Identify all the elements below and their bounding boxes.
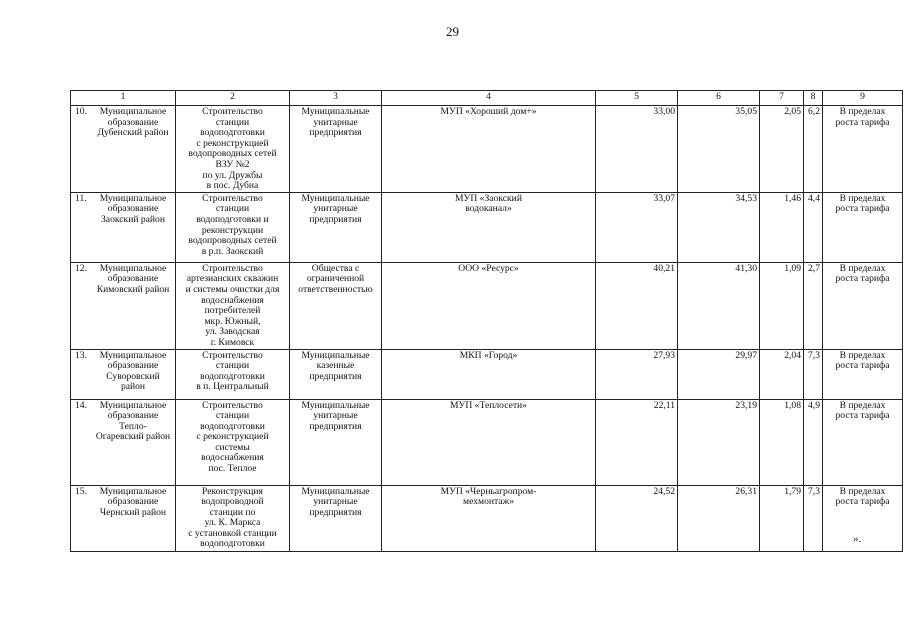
cell-value: В пределах роста тарифа [835,106,890,128]
table-cell-col9 [823,192,903,262]
cell-value: 2,05 [784,106,801,117]
cell-value: Муниципальные казенные предприятия [301,349,370,382]
table-cell-col6 [678,485,760,551]
cell-value: Строительство станции водоподготовки в п. Центральный [196,349,269,393]
table-cell-col9 [823,485,903,551]
cell-value: 41,30 [735,262,757,274]
municipality-name: Муниципальное образование Тепло- Огаревский район [95,399,171,443]
cell-value: 7,3 [808,485,820,497]
cell-value: Муниципальные унитарные предприятия [301,106,370,139]
cell-value: 1,09 [784,262,801,274]
page-number: 29 [446,24,459,39]
row-number: 12. [75,262,87,274]
tariff-table [70,90,903,552]
table-cell-col9 [823,349,903,399]
table-cell-org-type [290,485,382,551]
cell-value: 29,97 [735,349,757,361]
table-cell-municipality [71,349,176,399]
table-cell-col8 [804,485,823,551]
cell-value: 2,04 [784,349,801,361]
table-row [71,399,903,485]
table-cell-municipality [71,485,176,551]
table-cell-col6 [678,192,760,262]
cell-value: МУП «Черньагропром- мехмонтаж» [440,485,537,508]
table-cell-municipality [71,262,176,349]
municipality-name: Муниципальное образование Чернский район [99,485,167,518]
row-number: 14. [75,399,87,411]
cell-value: 33,07 [653,192,675,204]
cell-value: 35,05 [735,106,757,117]
cell-value: 26,31 [735,485,757,497]
table-cell-col8 [804,349,823,399]
table-cell-municipality [71,106,176,193]
municipality-name: Муниципальное образование Дубенский район [97,106,169,139]
table-cell-col7 [760,485,804,551]
table-header-row [71,91,903,106]
table-cell-project [176,106,290,193]
header-cell: 1 [71,91,176,106]
table-row [71,192,903,262]
cell-value: 4,4 [808,192,820,204]
cell-value: Строительство станции водоподготовки с реконструкцией водопроводных сетей ВЗУ №2 по ул. Дружбы в пос. Дубна [188,106,277,192]
table-cell-operator [382,192,596,262]
municipality-name: Муниципальное образование Суворовский район [99,349,167,393]
header-cell: 9 [823,91,903,106]
cell-value: 22,11 [653,399,675,411]
table-cell-municipality [71,192,176,262]
cell-value: 27,93 [653,349,675,361]
row-number: 11. [75,192,87,204]
table-cell-project [176,192,290,262]
table-cell-operator [382,106,596,193]
table-cell-org-type [290,262,382,349]
cell-value: В пределах роста тарифа [835,262,890,285]
cell-value: 1,08 [784,399,801,411]
table-cell-municipality [71,399,176,485]
table-cell-project [176,399,290,485]
table-cell-col7 [760,192,804,262]
cell-value: 6,2 [808,106,820,117]
cell-value: В пределах роста тарифа [835,485,890,508]
table-cell-operator [382,349,596,399]
header-cell: 5 [596,91,678,106]
table-cell-col8 [804,399,823,485]
table-cell-col9 [823,106,903,193]
cell-value: МКП «Город» [459,349,518,361]
table-cell-org-type [290,192,382,262]
header-cell: 6 [678,91,760,106]
table-cell-project [176,262,290,349]
cell-value: В пределах роста тарифа [835,349,890,372]
row-number: 13. [75,349,87,361]
row-number: 15. [75,485,87,497]
table-cell-project [176,349,290,399]
row-number: 10. [75,106,87,117]
header-cell: 4 [382,91,596,106]
municipality-name: Муниципальное образование Заокский район [99,192,167,225]
cell-value: Строительство станции водоподготовки и реконструкции водопроводных сетей в р.п. Заокский [188,192,277,257]
header-cell: 8 [804,91,823,106]
closing-quote-mark: ». [853,533,862,545]
table-cell-col8 [804,106,823,193]
table-cell-col9 [823,399,903,485]
cell-value: Строительство артезианских скважин и системы очистки для водоснабжения потребителей мкр. Южный, ул. Заводская г. Кимовск [185,262,280,348]
cell-value: 23,19 [735,399,757,411]
table-cell-col8 [804,262,823,349]
table-cell-org-type [290,349,382,399]
table-cell-col6 [678,349,760,399]
table-cell-col6 [678,262,760,349]
table-cell-col5 [596,485,678,551]
table-row [71,262,903,349]
cell-value: В пределах роста тарифа [835,399,890,422]
table-cell-col7 [760,399,804,485]
cell-value: 1,46 [784,192,801,204]
cell-value: 40,21 [653,262,675,274]
table-cell-operator [382,399,596,485]
cell-value: 24,52 [653,485,675,497]
cell-value: 33,00 [653,106,675,117]
table-cell-col5 [596,349,678,399]
cell-value: МУП «Хороший дом+» [440,106,537,117]
table-cell-col9 [823,262,903,349]
cell-value: 4,9 [808,399,820,411]
table-cell-col5 [596,262,678,349]
header-cell: 7 [760,91,804,106]
cell-value: ООО «Ресурс» [458,262,519,274]
table-cell-col7 [760,262,804,349]
cell-value: Реконструкция водопроводной станции по ул. К. Маркса с установкой станции водоподготовки [188,485,277,550]
table-row [71,349,903,399]
table-cell-col6 [678,399,760,485]
table-row [71,485,903,551]
cell-value: Муниципальные унитарные предприятия [301,485,370,518]
cell-value: В пределах роста тарифа [835,192,890,215]
cell-value: Строительство станции водоподготовки с реконструкцией системы водоснабжения пос. Теплое [196,399,269,475]
cell-value: 2,7 [808,262,820,274]
cell-value: Общества с ограниченной ответственностью [298,262,373,295]
cell-value: 34,53 [735,192,757,204]
table-cell-col5 [596,399,678,485]
table-cell-col5 [596,192,678,262]
table-cell-col8 [804,192,823,262]
table-cell-operator [382,262,596,349]
table-cell-col6 [678,106,760,193]
table-cell-org-type [290,399,382,485]
cell-value: 7,3 [808,349,820,361]
cell-value: МУП «Заокский водоканал» [455,192,522,215]
table-cell-col7 [760,349,804,399]
table-row [71,106,903,193]
header-cell: 3 [290,91,382,106]
cell-value: МУП «Теплосети» [450,399,527,411]
cell-value: Муниципальные унитарные предприятия [301,399,370,432]
table-cell-org-type [290,106,382,193]
header-cell: 2 [176,91,290,106]
municipality-name: Муниципальное образование Кимовский район [96,262,170,295]
table-cell-col7 [760,106,804,193]
table-cell-project [176,485,290,551]
cell-value: 1,79 [784,485,801,497]
cell-value: Муниципальные унитарные предприятия [301,192,370,225]
table-cell-col5 [596,106,678,193]
table-cell-operator [382,485,596,551]
